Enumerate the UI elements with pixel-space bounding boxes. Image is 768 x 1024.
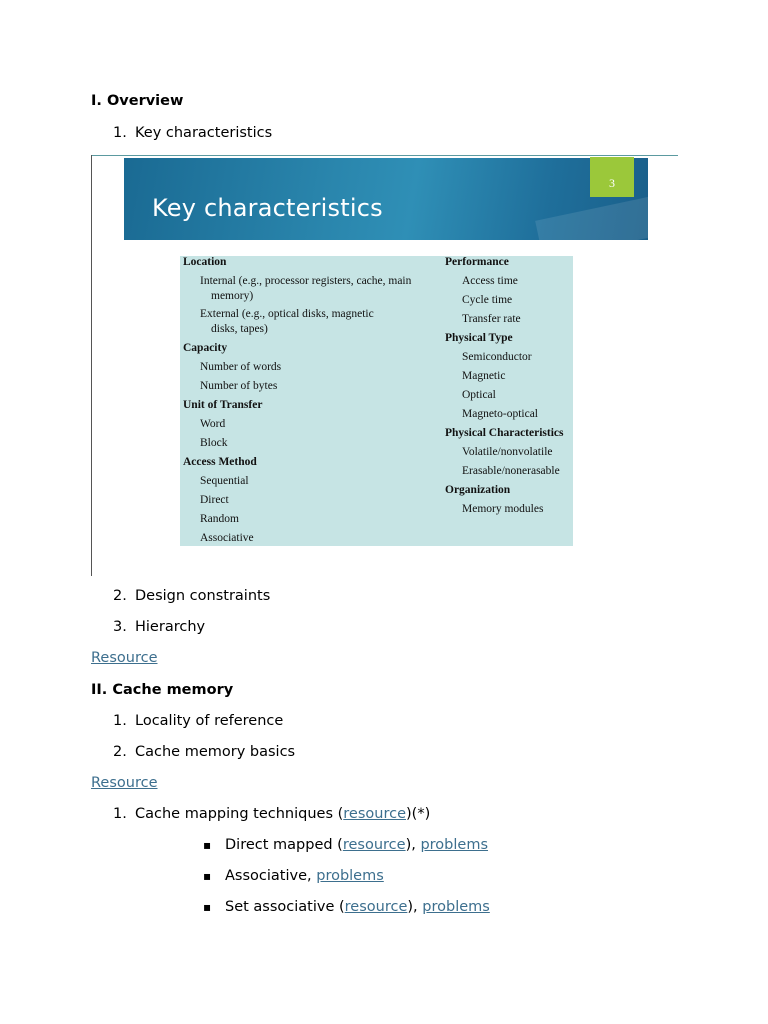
category-item: Magnetic — [462, 370, 506, 382]
list-item — [113, 618, 205, 636]
list-item-text: Cache mapping techniques ( — [135, 806, 344, 822]
list-item — [113, 124, 272, 142]
bullet-icon: ▪ — [203, 838, 212, 852]
list-item — [113, 587, 270, 605]
category-item: memory) — [211, 290, 254, 302]
category-item: Internal (e.g., processor registers, cache, main — [200, 275, 412, 287]
category-item: Transfer rate — [462, 313, 521, 325]
resource-link[interactable]: Resource — [91, 775, 158, 791]
category-item: Erasable/nonerasable — [462, 465, 560, 477]
category-label: Location — [183, 256, 227, 268]
list-number: 3. — [113, 619, 127, 635]
list-number: 1. — [113, 125, 127, 141]
list-item-text-suffix: )(*) — [406, 806, 431, 822]
category-item: Number of words — [200, 361, 282, 373]
category-item: Volatile/nonvolatile — [462, 446, 553, 458]
resource-link[interactable]: Resource — [91, 650, 158, 666]
list-item-text: Design constraints — [135, 588, 271, 604]
image-frame-left-border — [91, 155, 92, 576]
bullet-separator: ), — [407, 899, 423, 915]
list-item — [113, 712, 283, 730]
category-item: Associative — [200, 532, 254, 544]
bullet-icon: ▪ — [203, 869, 212, 883]
category-item: Block — [200, 437, 228, 449]
direct-mapped-problems-link[interactable]: problems — [420, 837, 489, 853]
list-item — [113, 743, 295, 761]
list-item-text: Locality of reference — [135, 713, 284, 729]
category-item: Optical — [462, 389, 496, 401]
mapping-resource-link[interactable]: resource — [343, 806, 406, 822]
category-item: Semiconductor — [462, 351, 532, 363]
category-item: Word — [200, 418, 226, 430]
bullet-separator: ), — [405, 837, 421, 853]
section-heading-overview: I. Overview — [91, 93, 184, 109]
slide-number-badge: 3 — [590, 157, 634, 197]
category-item: Magneto-optical — [462, 408, 539, 420]
section-heading-cache-memory: II. Cache memory — [91, 682, 234, 698]
category-item: External (e.g., optical disks, magnetic — [200, 308, 374, 320]
bullet-text: Direct mapped ( — [225, 837, 343, 853]
category-item: Memory modules — [462, 503, 544, 515]
category-item: Number of bytes — [200, 380, 278, 392]
category-label: Organization — [445, 484, 511, 496]
list-item-text: Hierarchy — [135, 619, 206, 635]
category-label: Performance — [445, 256, 509, 268]
bullet-icon: ▪ — [203, 900, 212, 914]
direct-mapped-resource-link[interactable]: resource — [342, 837, 406, 853]
bullet-item — [203, 867, 384, 885]
bullet-text: Associative, — [225, 868, 317, 884]
category-label: Access Method — [183, 456, 257, 468]
slide-title-banner — [124, 158, 648, 240]
characteristics-table — [180, 256, 573, 546]
bullet-item — [203, 898, 490, 916]
bullet-text: Set associative ( — [225, 899, 345, 915]
category-item: Cycle time — [462, 294, 513, 306]
list-number: 2. — [113, 744, 127, 760]
category-item: Random — [200, 513, 239, 525]
category-label: Physical Type — [445, 332, 513, 344]
list-number: 1. — [113, 806, 127, 822]
slide-title: Key characteristics — [152, 194, 383, 222]
list-item-text: Cache memory basics — [135, 744, 296, 760]
category-label: Capacity — [183, 342, 228, 354]
bullet-item — [203, 836, 488, 854]
set-associative-resource-link[interactable]: resource — [344, 899, 408, 915]
image-frame-top-border — [91, 155, 678, 156]
list-item-text: Key characteristics — [135, 125, 273, 141]
list-number: 1. — [113, 713, 127, 729]
category-item: disks, tapes) — [211, 323, 268, 335]
category-item: Access time — [462, 275, 518, 287]
category-label: Unit of Transfer — [183, 399, 263, 411]
category-item: Direct — [200, 494, 229, 506]
list-number: 2. — [113, 588, 127, 604]
category-item: Sequential — [200, 475, 249, 487]
set-associative-problems-link[interactable]: problems — [422, 899, 490, 915]
associative-problems-link[interactable]: problems — [316, 868, 384, 884]
category-label: Physical Characteristics — [445, 427, 564, 439]
list-item — [113, 805, 430, 823]
